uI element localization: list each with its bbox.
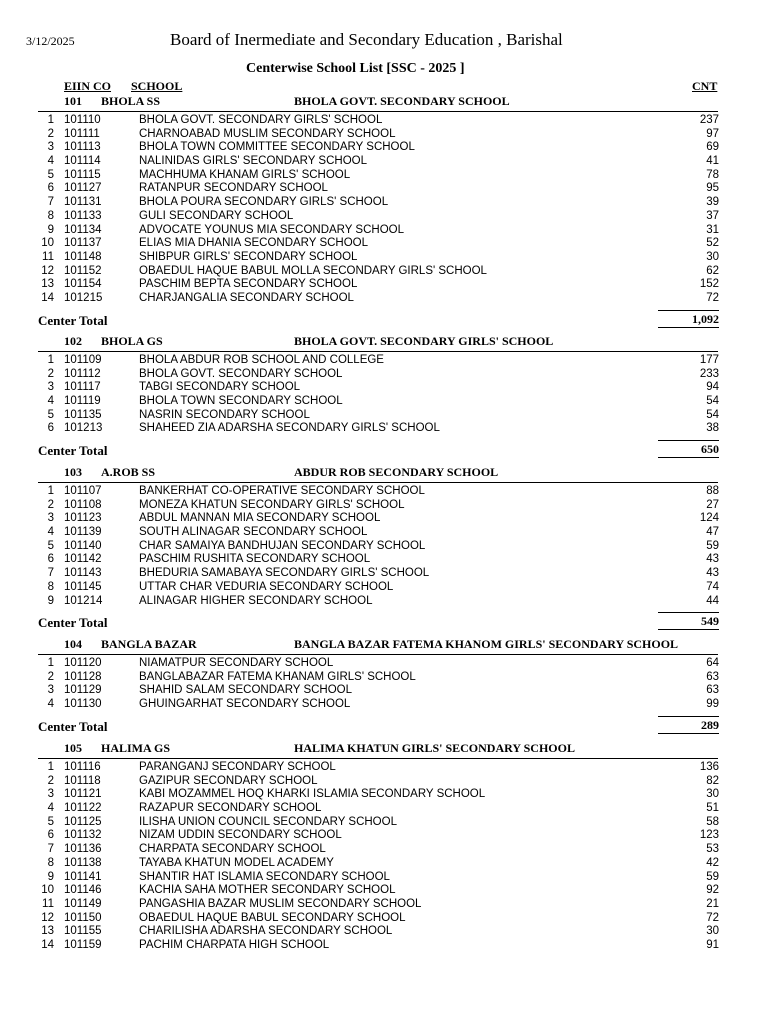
table-row: [0, 422, 768, 436]
serial-number: 13: [41, 925, 54, 938]
school-name: MACHHUMA KHANAM GIRLS' SCHOOL: [139, 168, 351, 181]
serial-number: 1: [47, 485, 54, 497]
student-count: 30: [706, 250, 719, 263]
serial-number: 4: [47, 395, 54, 408]
student-count: 41: [706, 155, 719, 168]
student-count: 53: [706, 843, 719, 856]
student-count: 31: [706, 223, 719, 236]
school-name: BHOLA POURA SECONDARY GIRLS' SCHOOL: [139, 196, 389, 209]
serial-number: 8: [47, 856, 54, 869]
eiin-code: 101129: [64, 684, 102, 697]
total-top-line: [658, 440, 719, 441]
student-count: 59: [706, 539, 719, 552]
center-block: [0, 334, 768, 460]
student-count: 82: [706, 774, 719, 787]
serial-number: 2: [47, 774, 54, 787]
center-divider: [38, 351, 718, 352]
eiin-code: 101113: [64, 141, 101, 154]
school-name: SHAHEED ZIA ADARSHA SECONDARY GIRLS' SCHOOL: [139, 422, 440, 435]
student-count: 88: [706, 485, 719, 497]
student-count: 63: [706, 684, 719, 697]
serial-number: 2: [47, 367, 54, 380]
table-row: [0, 939, 768, 953]
table-row: [0, 278, 768, 292]
eiin-code: 101148: [64, 250, 102, 263]
school-name: KABI MOZAMMEL HOQ KHARKI ISLAMIA SECONDARY SCHOOL: [139, 788, 486, 801]
eiin-code: 101140: [64, 539, 102, 552]
student-count: 30: [706, 925, 719, 938]
eiin-code: 101213: [64, 422, 103, 435]
table-row: [0, 512, 768, 526]
student-count: 37: [706, 209, 719, 222]
serial-number: 12: [41, 911, 54, 924]
eiin-code: 101214: [64, 594, 103, 607]
center-short-name: BHOLA GS: [101, 334, 163, 348]
eiin-code: 101118: [64, 774, 101, 787]
table-row: [0, 553, 768, 567]
center-header: [0, 741, 768, 758]
center-name: BHOLA GOVT. SECONDARY SCHOOL: [294, 94, 510, 108]
eiin-code: 101115: [64, 168, 101, 181]
table-row: [0, 540, 768, 554]
eiin-code: 101121: [64, 788, 102, 801]
center-name: HALIMA KHATUN GIRLS' SECONDARY SCHOOL: [294, 741, 575, 755]
eiin-code: 101125: [64, 815, 102, 828]
total-bottom-line: [658, 733, 719, 734]
table-row: [0, 829, 768, 843]
report-date: 3/12/2025: [26, 34, 75, 48]
eiin-code: 101128: [64, 670, 102, 683]
serial-number: 14: [41, 938, 54, 951]
student-count: 42: [706, 856, 719, 869]
serial-number: 7: [47, 567, 54, 580]
serial-number: 6: [47, 422, 54, 435]
eiin-code: 101107: [64, 485, 102, 497]
center-total-value: 549: [701, 614, 719, 629]
eiin-code: 101122: [64, 802, 102, 815]
serial-number: 5: [47, 168, 54, 181]
student-count: 64: [706, 657, 719, 669]
eiin-code: 101123: [64, 512, 102, 525]
student-count: 59: [706, 870, 719, 883]
serial-number: 6: [47, 829, 54, 842]
center-total-label: Center Total: [38, 312, 108, 328]
total-top-line: [658, 612, 719, 613]
center-name: ABDUR ROB SECONDARY SCHOOL: [294, 465, 499, 479]
table-row: [0, 595, 768, 609]
table-row: [0, 671, 768, 685]
eiin-code: 101131: [64, 196, 102, 209]
student-count: 51: [706, 802, 719, 815]
school-name: NIAMATPUR SECONDARY SCHOOL: [139, 657, 334, 669]
school-name: ADVOCATE YOUNUS MIA SECONDARY SCHOOL: [139, 223, 404, 236]
table-row: [0, 114, 768, 128]
student-count: 44: [706, 594, 719, 607]
serial-number: 12: [41, 264, 54, 277]
eiin-code: 101110: [64, 114, 101, 126]
table-row: [0, 912, 768, 926]
center-code: 104: [64, 637, 82, 651]
eiin-code: 101112: [64, 367, 101, 380]
center-name: BHOLA GOVT. SECONDARY GIRLS' SCHOOL: [294, 334, 554, 348]
table-row: [0, 884, 768, 898]
serial-number: 4: [47, 698, 54, 711]
eiin-code: 101155: [64, 925, 102, 938]
center-code: 103: [64, 465, 82, 479]
student-count: 91: [706, 938, 719, 951]
student-count: 43: [706, 553, 719, 566]
serial-number: 7: [47, 196, 54, 209]
serial-number: 3: [47, 381, 54, 394]
serial-number: 1: [47, 114, 54, 126]
school-name: KACHIA SAHA MOTHER SECONDARY SCHOOL: [139, 884, 396, 897]
total-bottom-line: [658, 327, 719, 328]
table-row: [0, 182, 768, 196]
center-block: [0, 465, 768, 632]
table-row: [0, 581, 768, 595]
student-count: 95: [706, 182, 719, 195]
student-count: 38: [706, 422, 719, 435]
serial-number: 11: [42, 897, 54, 910]
school-name: SHAHID SALAM SECONDARY SCHOOL: [139, 684, 353, 697]
eiin-code: 101133: [64, 209, 102, 222]
center-total-row: [0, 716, 768, 736]
serial-number: 11: [42, 250, 54, 263]
school-name: SOUTH ALINAGAR SECONDARY SCHOOL: [139, 526, 368, 539]
student-count: 54: [706, 395, 719, 408]
center-code: 105: [64, 741, 82, 755]
table-row: [0, 499, 768, 513]
eiin-code: 101139: [64, 526, 102, 539]
table-row: [0, 485, 768, 499]
center-divider: [38, 654, 718, 655]
school-name: GHUINGARHAT SECONDARY SCHOOL: [139, 698, 351, 711]
school-name: TAYABA KHATUN MODEL ACADEMY: [139, 856, 334, 869]
student-count: 152: [699, 278, 719, 291]
serial-number: 6: [47, 553, 54, 566]
table-row: [0, 788, 768, 802]
table-row: [0, 775, 768, 789]
total-top-line: [658, 716, 719, 717]
table-row: [0, 265, 768, 279]
center-total-row: [0, 310, 768, 330]
table-row: [0, 169, 768, 183]
student-count: 58: [706, 815, 719, 828]
student-count: 136: [699, 761, 719, 773]
eiin-code: 101152: [64, 264, 102, 277]
student-count: 69: [706, 141, 719, 154]
table-row: [0, 354, 768, 368]
school-name: GULI SECONDARY SCHOOL: [139, 209, 294, 222]
table-row: [0, 251, 768, 265]
serial-number: 4: [47, 526, 54, 539]
school-name: RAZAPUR SECONDARY SCHOOL: [139, 802, 322, 815]
serial-number: 7: [47, 843, 54, 856]
school-name: PANGASHIA BAZAR MUSLIM SECONDARY SCHOOL: [139, 897, 422, 910]
serial-number: 3: [47, 512, 54, 525]
serial-number: 5: [47, 408, 54, 421]
school-name: BHOLA TOWN COMMITTEE SECONDARY SCHOOL: [139, 141, 415, 154]
table-row: [0, 292, 768, 306]
eiin-code: 101142: [64, 553, 102, 566]
school-name: TABGI SECONDARY SCHOOL: [139, 381, 301, 394]
table-row: [0, 843, 768, 857]
center-header: [0, 94, 768, 111]
eiin-code: 101116: [64, 761, 101, 773]
eiin-code: 101150: [64, 911, 102, 924]
serial-number: 9: [47, 870, 54, 883]
student-count: 21: [706, 897, 719, 910]
school-name: CHARPATA SECONDARY SCHOOL: [139, 843, 326, 856]
center-total-label: Center Total: [38, 443, 108, 459]
school-name: UTTAR CHAR VEDURIA SECONDARY SCHOOL: [139, 580, 394, 593]
school-name: OBAEDUL HAQUE BABUL SECONDARY SCHOOL: [139, 911, 406, 924]
eiin-code: 101149: [64, 897, 102, 910]
school-name: SHIBPUR GIRLS' SECONDARY SCHOOL: [139, 250, 358, 263]
school-name: BANGLABAZAR FATEMA KHANAM GIRLS' SCHOOL: [139, 670, 416, 683]
school-name: BHEDURIA SAMABAYA SECONDARY GIRLS' SCHOOL: [139, 567, 430, 580]
school-name: ELIAS MIA DHANIA SECONDARY SCHOOL: [139, 237, 369, 250]
student-count: 123: [699, 829, 719, 842]
school-name: PASCHIM RUSHITA SECONDARY SCHOOL: [139, 553, 371, 566]
serial-number: 1: [47, 761, 54, 773]
center-header: [0, 637, 768, 654]
student-count: 43: [706, 567, 719, 580]
center-total-row: [0, 612, 768, 632]
school-name: MONEZA KHATUN SECONDARY GIRLS' SCHOOL: [139, 498, 405, 511]
serial-number: 14: [41, 291, 54, 304]
serial-number: 5: [47, 815, 54, 828]
student-count: 237: [699, 114, 719, 126]
total-bottom-line: [658, 629, 719, 630]
table-row: [0, 237, 768, 251]
table-row: [0, 210, 768, 224]
school-name: BHOLA GOVT. SECONDARY GIRLS' SCHOOL: [139, 114, 383, 126]
table-row: [0, 567, 768, 581]
student-count: 52: [706, 237, 719, 250]
eiin-code: 101143: [64, 567, 102, 580]
school-name: PASCHIM BEPTA SECONDARY SCHOOL: [139, 278, 358, 291]
center-code: 102: [64, 334, 82, 348]
table-row: [0, 684, 768, 698]
report-title: Centerwise School List [SSC - 2025 ]: [246, 61, 465, 76]
serial-number: 10: [41, 884, 54, 897]
table-row: [0, 898, 768, 912]
school-name: ALINAGAR HIGHER SECONDARY SCHOOL: [139, 594, 373, 607]
student-count: 74: [706, 580, 719, 593]
table-row: [0, 802, 768, 816]
student-count: 47: [706, 526, 719, 539]
center-short-name: BHOLA SS: [101, 94, 161, 108]
school-name: RATANPUR SECONDARY SCHOOL: [139, 182, 328, 195]
center-divider: [38, 758, 718, 759]
center-total-label: Center Total: [38, 615, 108, 631]
eiin-code: 101109: [64, 354, 102, 366]
center-divider: [38, 482, 718, 483]
eiin-code: 101145: [64, 580, 102, 593]
center-short-name: A.ROB SS: [101, 465, 156, 479]
eiin-code: 101119: [64, 395, 101, 408]
student-count: 99: [706, 698, 719, 711]
serial-number: 4: [47, 802, 54, 815]
serial-number: 6: [47, 182, 54, 195]
serial-number: 3: [47, 141, 54, 154]
student-count: 27: [706, 498, 719, 511]
student-count: 63: [706, 670, 719, 683]
serial-number: 3: [47, 788, 54, 801]
school-name: ILISHA UNION COUNCIL SECONDARY SCHOOL: [139, 815, 397, 828]
serial-number: 2: [47, 127, 54, 140]
serial-number: 1: [47, 657, 54, 669]
center-block: [0, 637, 768, 736]
serial-number: 2: [47, 670, 54, 683]
eiin-code: 101141: [64, 870, 102, 883]
center-code: 101: [64, 94, 82, 108]
table-row: [0, 816, 768, 830]
student-count: 233: [699, 367, 719, 380]
column-header-eiin: EIIN CO: [64, 79, 112, 93]
eiin-code: 101135: [64, 408, 102, 421]
table-row: [0, 761, 768, 775]
center-header: [0, 334, 768, 351]
center-total-value: 289: [701, 717, 719, 732]
student-count: 54: [706, 408, 719, 421]
eiin-code: 101137: [64, 237, 102, 250]
serial-number: 9: [47, 223, 54, 236]
student-count: 78: [706, 168, 719, 181]
eiin-code: 101108: [64, 498, 102, 511]
eiin-code: 101134: [64, 223, 102, 236]
table-row: [0, 224, 768, 238]
serial-number: 8: [47, 209, 54, 222]
column-header-school: SCHOOL: [131, 79, 183, 93]
table-row: [0, 368, 768, 382]
column-header-cnt: CNT: [692, 79, 718, 93]
school-name: CHARNOABAD MUSLIM SECONDARY SCHOOL: [139, 127, 396, 140]
board-title: Board of Inermediate and Secondary Education , Barishal: [170, 30, 563, 49]
table-row: [0, 657, 768, 671]
eiin-code: 101130: [64, 698, 102, 711]
eiin-code: 101138: [64, 856, 102, 869]
center-block: [0, 94, 768, 330]
center-header: [0, 465, 768, 482]
eiin-code: 101159: [64, 938, 102, 951]
student-count: 72: [706, 291, 719, 304]
table-row: [0, 155, 768, 169]
serial-number: 1: [47, 354, 54, 366]
student-count: 39: [706, 196, 719, 209]
table-row: [0, 409, 768, 423]
school-name: CHAR SAMAIYA BANDHUJAN SECONDARY SCHOOL: [139, 539, 426, 552]
student-count: 72: [706, 911, 719, 924]
center-short-name: BANGLA BAZAR: [101, 637, 197, 651]
table-row: [0, 196, 768, 210]
eiin-code: 101215: [64, 291, 103, 304]
eiin-code: 101114: [64, 155, 101, 168]
school-name: OBAEDUL HAQUE BABUL MOLLA SECONDARY GIRLS' SCHOOL: [139, 264, 487, 277]
table-row: [0, 128, 768, 142]
total-bottom-line: [658, 457, 719, 458]
school-name: NASRIN SECONDARY SCHOOL: [139, 408, 310, 421]
serial-number: 13: [41, 278, 54, 291]
center-name: BANGLA BAZAR FATEMA KHANOM GIRLS' SECONDARY SCHOOL: [294, 637, 679, 651]
school-name: NALINIDAS GIRLS' SECONDARY SCHOOL: [139, 155, 368, 168]
center-total-value: 1,092: [692, 311, 719, 326]
center-short-name: HALIMA GS: [101, 741, 171, 755]
school-name: PARANGANJ SECONDARY SCHOOL: [139, 761, 336, 773]
eiin-code: 101117: [64, 381, 101, 394]
serial-number: 4: [47, 155, 54, 168]
table-row: [0, 871, 768, 885]
student-count: 124: [699, 512, 719, 525]
school-name: GAZIPUR SECONDARY SCHOOL: [139, 774, 318, 787]
center-block: [0, 741, 768, 953]
school-name: CHARILISHA ADARSHA SECONDARY SCHOOL: [139, 925, 393, 938]
table-row: [0, 395, 768, 409]
center-divider: [38, 111, 718, 112]
serial-number: 10: [41, 237, 54, 250]
serial-number: 9: [47, 594, 54, 607]
eiin-code: 101132: [64, 829, 102, 842]
table-row: [0, 698, 768, 712]
total-top-line: [658, 310, 719, 311]
eiin-code: 101146: [64, 884, 102, 897]
school-name: BANKERHAT CO-OPERATIVE SECONDARY SCHOOL: [139, 485, 425, 497]
student-count: 30: [706, 788, 719, 801]
school-name: BHOLA GOVT. SECONDARY SCHOOL: [139, 367, 343, 380]
eiin-code: 101136: [64, 843, 102, 856]
center-total-label: Center Total: [38, 718, 108, 734]
eiin-code: 101120: [64, 657, 102, 669]
school-name: NIZAM UDDIN SECONDARY SCHOOL: [139, 829, 342, 842]
center-total-row: [0, 440, 768, 460]
serial-number: 5: [47, 539, 54, 552]
school-name: BHOLA TOWN SECONDARY SCHOOL: [139, 395, 343, 408]
school-name: SHANTIR HAT ISLAMIA SECONDARY SCHOOL: [139, 870, 390, 883]
table-row: [0, 141, 768, 155]
serial-number: 8: [47, 580, 54, 593]
school-name: PACHIM CHARPATA HIGH SCHOOL: [139, 938, 330, 951]
eiin-code: 101154: [64, 278, 102, 291]
student-count: 94: [706, 381, 719, 394]
table-row: [0, 857, 768, 871]
student-count: 97: [706, 127, 719, 140]
table-row: [0, 526, 768, 540]
school-name: CHARJANGALIA SECONDARY SCHOOL: [139, 291, 354, 304]
school-name: ABDUL MANNAN MIA SECONDARY SCHOOL: [139, 512, 381, 525]
table-row: [0, 381, 768, 395]
table-row: [0, 925, 768, 939]
school-name: BHOLA ABDUR ROB SCHOOL AND COLLEGE: [139, 354, 384, 366]
serial-number: 3: [47, 684, 54, 697]
eiin-code: 101111: [64, 127, 100, 140]
eiin-code: 101127: [64, 182, 102, 195]
student-count: 177: [699, 354, 719, 366]
student-count: 92: [706, 884, 719, 897]
serial-number: 2: [47, 498, 54, 511]
student-count: 62: [706, 264, 719, 277]
center-total-value: 650: [701, 442, 719, 457]
